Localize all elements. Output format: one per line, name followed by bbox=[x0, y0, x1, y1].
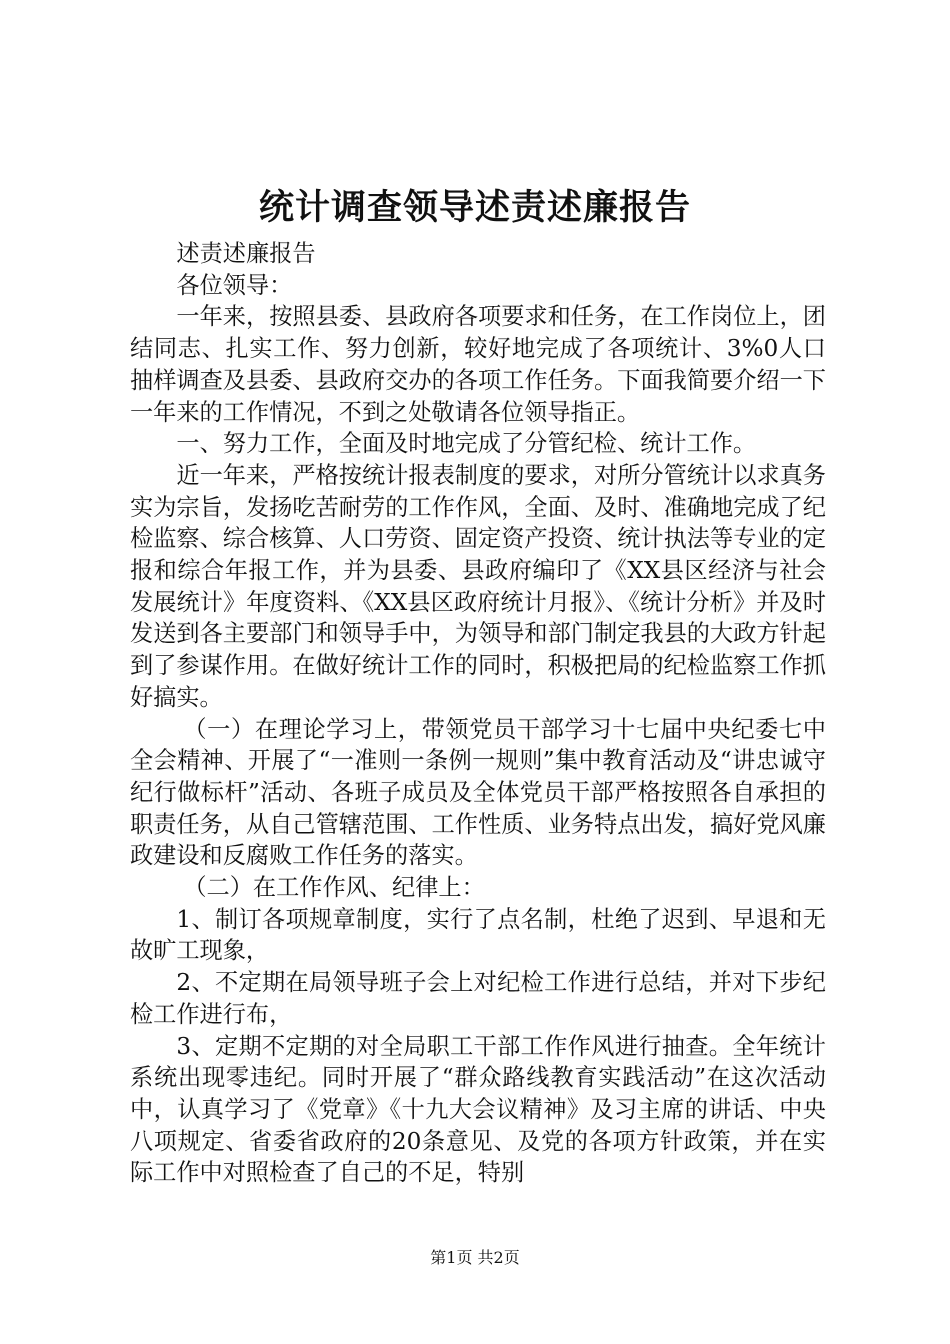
paragraph-salutation: 各位领导： bbox=[176, 271, 293, 299]
paragraph-heading: 述责述廉报告 bbox=[176, 240, 316, 267]
paragraph-item-3: 3、定期不定期的对全局职工干部工作作风进行抽查。全年统计系统出现零违纪。同时开展了“群众路线教育实践活动”在这次活动中，认真学习了《党章》《十九大会议精神》及习主席的讲话、中央八项规定、省委省政府的20条意见、及党的各项方针政策，并在实际工作中对照检查了自己的不足，特别 bbox=[130, 1032, 826, 1187]
document-title: 统计调查领导述责述廉报告 bbox=[258, 187, 691, 228]
paragraph-item-2: 2、不定期在局领导班子会上对纪检工作进行总结，并对下步纪检工作进行布， bbox=[130, 969, 826, 1028]
paragraph-section-1: 一、努力工作，全面及时地完成了分管纪检、统计工作。 bbox=[176, 430, 757, 458]
page-footer: 第1页 共2页 bbox=[430, 1248, 520, 1267]
paragraph-statistics-work: 近一年来，严格按统计报表制度的要求，对所分管统计以求真务实为宗旨，发扬吃苦耐劳的工作作风，全面、及时、准确地完成了纪检监察、综合核算、人口劳资、固定资产投资、统计执法等专业的定报和综合年报工作，并为县委、县政府编印了《XX县区经济与社会发展统计》年度资料、《XX县区政府统计月报》、《统计分析》并及时发送到各主要部门和领导手中，为领导和部门制定我县的大政方针起到了参谋作用。在做好统计工作的同时，积极把局的纪检监察工作抓好搞实。 bbox=[130, 461, 826, 711]
document-body bbox=[130, 238, 826, 1189]
paragraph-work-style-heading: （二）在工作作风、纪律上： bbox=[183, 874, 485, 902]
paragraph-item-1: 1、制订各项规章制度，实行了点名制，杜绝了迟到、早退和无故旷工现象， bbox=[130, 905, 826, 965]
paragraph-theory-study: （一）在理论学习上，带领党员干部学习十七届中央纪委七中全会精神、开展了“一准则一条例一规则”集中教育活动及“讲忠诚守纪行做标杆”活动、各班子成员及全体党员干部严格按照各自承担的职责任务，从自己管辖范围、工作性质、业务特点出发，搞好党风廉政建设和反腐败工作任务的落实。 bbox=[130, 715, 826, 870]
paragraph-intro: 一年来，按照县委、县政府各项要求和任务，在工作岗位上，团结同志、扎实工作、努力创新，较好地完成了各项统计、3%0人口抽样调查及县委、县政府交办的各项工作任务。下面我简要介绍一下一年来的工作情况，不到之处敬请各位领导指正。 bbox=[130, 303, 826, 426]
